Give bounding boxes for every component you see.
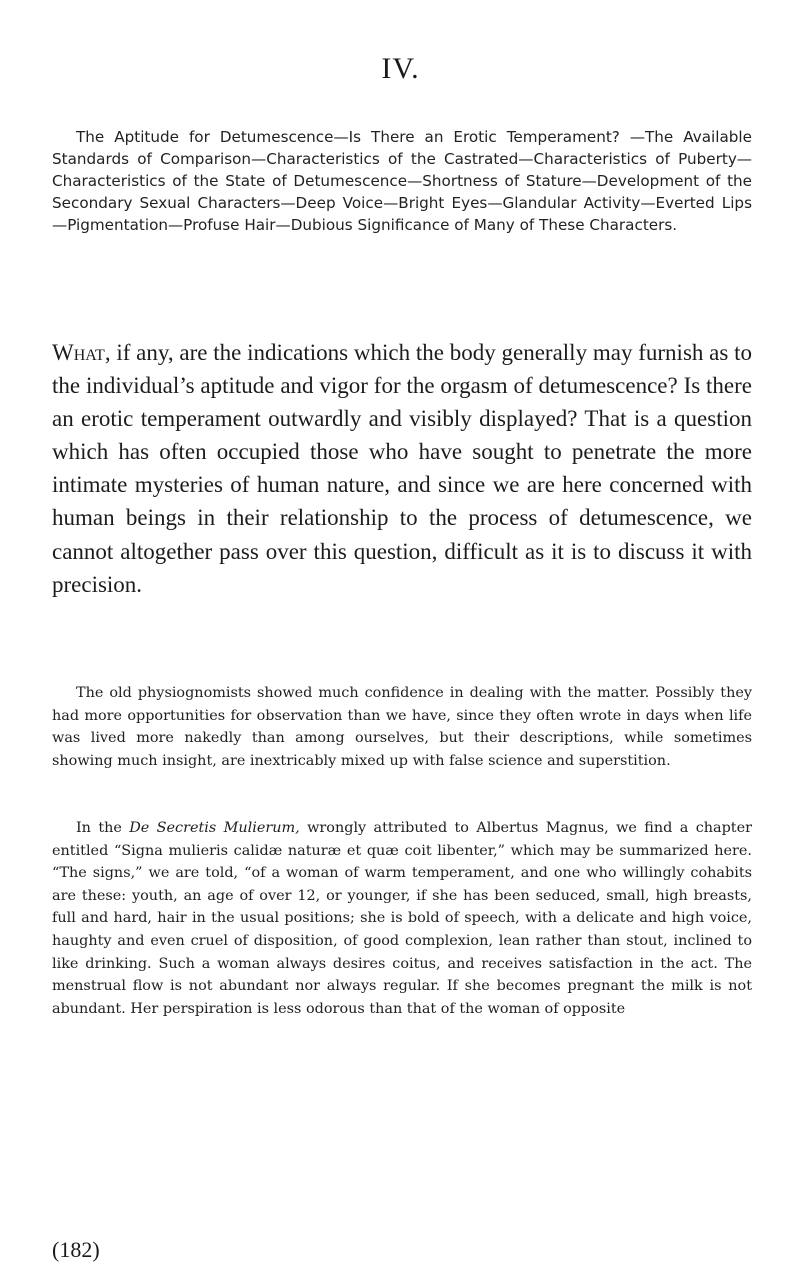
book-title-italic: De Secretis Mulierum, — [129, 820, 300, 836]
chapter-number: IV. — [381, 52, 420, 85]
paragraph-text-lead: In the — [76, 820, 130, 836]
paragraph-text-body: wrongly attributed to Albertus Magnus, we find a chapter entitled “Signa mulieris calidæ naturæ et quæ coit libenter,” which may be summarized here. “The signs,” we are told, “of a woman of warm temperament, and one who willingly cohabits are these: youth, an age of over 12, or younger, if she has been seduced, small, high breasts, full and hard, hair in the usual positions; she is bold of speech, with a delicate and high voice, haughty and even cruel of disposition, of good complexion, lean rather than stout, inclined to like drinking. Such a woman always desires coitus, and receives satisfaction in the act. The menstrual flow is not abundant nor always regular. If she becomes pregnant the milk is not abundant. Her perspiration is less odorous than that of the woman of opposite — [52, 820, 752, 1017]
body-paragraph-physiognomists: The old physiognomists showed much confidence in dealing with the matter. Possibly they had more opportunities for observation than we have, since they often wrote in days when life was lived more nakedly than among ourselves, but their descriptions, while sometimes showing much insight, are inextricably mixed up with false science and superstition. — [52, 685, 752, 769]
opening-paragraph — [52, 336, 752, 601]
opening-first-word: What, — [52, 340, 111, 365]
chapter-synopsis: The Aptitude for Detumescence—Is There an Erotic Temperament? —The Available Standards of Comparison—Characteristics of the Castrated—Characteristics of Puberty—Characteristics of the State of Detumescence—Shortness of Stature—Development of the Secondary Sexual Characters—Deep Voice—Bright Eyes—Glandular Activity—Everted Lips—Pigmentation—Profuse Hair—Dubious Significance of Many of These Characters. — [52, 128, 752, 235]
page-number: (182) — [52, 1237, 100, 1262]
body-paragraph-de-secretis — [52, 817, 752, 1020]
opening-text: if any, are the indications which the body generally may furnish as to the individual’s aptitude and vigor for the orgasm of detumescence? Is there an erotic temperament outwardly and visibly displayed? That is a question which has often occupied those who have sought to penetrate the more intimate mysteries of human nature, and since we are here concerned with human beings in their relationship to the process of detumescence, we cannot altogether pass over this question, difficult as it is to discuss it with precision. — [52, 340, 752, 597]
